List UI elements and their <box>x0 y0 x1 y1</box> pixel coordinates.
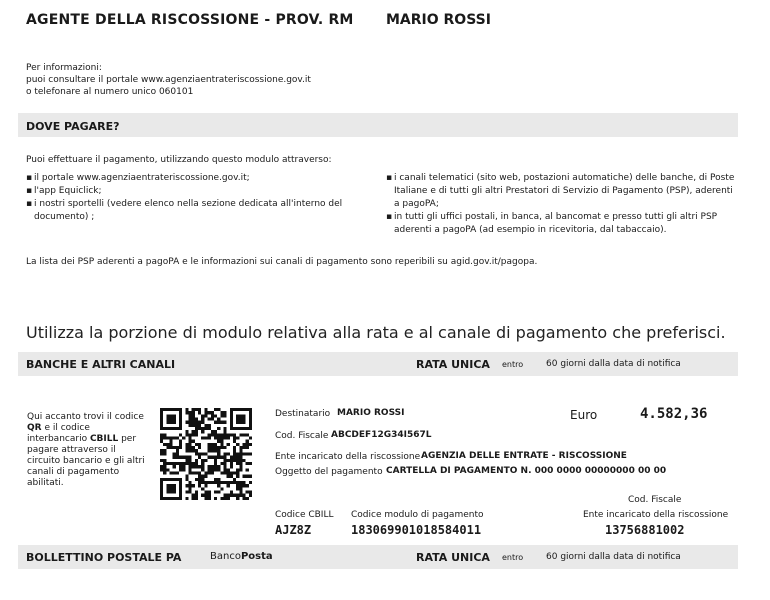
dove-pagare-bar <box>18 113 738 137</box>
oggetto-value: CARTELLA DI PAGAMENTO N. 000 0000 00000000 00 00 <box>386 466 667 476</box>
amount-value: 4.582,36 <box>640 406 708 422</box>
instruction-heading: Utilizza la porzione di modulo relativa alla rata e al canale di pagamento che preferisci. <box>26 323 726 342</box>
cf-ente-label: Cod. Fiscale <box>628 495 682 505</box>
posta-title: BOLLETTINO POSTALE PA <box>26 551 182 564</box>
posta-bar <box>18 545 738 569</box>
list-item: ▪ i nostri sportelli (vedere elenco nella sezione dedicata all'interno del documento) ; <box>26 199 343 222</box>
entro-label: entro <box>502 360 524 369</box>
info-line: puoi consultare il portale www.agenziaentrateriscossione.gov.it <box>26 75 311 85</box>
due-date-text: 60 giorni dalla data di notifica <box>546 359 681 369</box>
euro-label: Euro <box>570 408 598 422</box>
due-date-text: 60 giorni dalla data di notifica <box>546 552 681 562</box>
banche-bar <box>18 352 738 376</box>
rata-unica-label: RATA UNICA <box>416 551 490 564</box>
dove-pagare-title: DOVE PAGARE? <box>26 120 120 133</box>
payment-methods-left <box>26 172 356 224</box>
payment-intro: Puoi effettuare il pagamento, utilizzando questo modulo attraverso: <box>26 155 332 165</box>
info-block <box>26 62 311 98</box>
qr-code <box>160 408 252 500</box>
banche-title: BANCHE E ALTRI CANALI <box>26 358 176 371</box>
codice-fiscale-value: ABCDEF12G34I567L <box>331 430 432 440</box>
info-line: Per informazioni: <box>26 63 102 73</box>
entro-label: entro <box>502 553 524 562</box>
oggetto-label: Oggetto del pagamento <box>275 467 383 477</box>
ente-label: Ente incaricato della riscossione <box>275 452 421 462</box>
list-item: ▪ il portale www.agenziaentrateriscossione.gov.it; <box>26 173 250 183</box>
list-item: ▪ i canali telematici (sito web, postazioni automatiche) delle banche, di Poste Italiane e di tutti gli altri Prestatori di Servizio di Pagamento (PSP), aderenti a pagoPA; <box>386 173 735 209</box>
codice-fiscale-label: Cod. Fiscale <box>275 431 329 441</box>
bancoposta-logo: BancoPosta <box>210 551 273 562</box>
psp-note: La lista dei PSP aderenti a pagoPA e le informazioni sui canali di pagamento sono reperibili su agid.gov.it/pagopa. <box>26 257 538 267</box>
rata-unica-label: RATA UNICA <box>416 358 490 371</box>
agent-title: AGENTE DELLA RISCOSSIONE - PROV. RM <box>26 12 354 28</box>
modulo-value: 183069901018584011 <box>351 523 482 537</box>
taxpayer-name: MARIO ROSSI <box>386 12 491 28</box>
cbill-value: AJZ8Z <box>275 523 312 537</box>
cf-ente-label-2: Ente incaricato della riscossione <box>583 510 729 520</box>
destinatario-value: MARIO ROSSI <box>337 408 405 418</box>
payment-methods-right <box>386 172 736 237</box>
destinatario-label: Destinatario <box>275 409 331 419</box>
list-item: ▪ l'app Equiclick; <box>26 186 102 196</box>
qr-explanation: Qui accanto trovi il codice QR e il codice interbancario CBILL per pagare attraverso il circuito bancario e gli altri canali di pagamento abilitati. <box>27 412 145 488</box>
ente-value: AGENZIA DELLE ENTRATE - RISCOSSIONE <box>421 451 627 461</box>
cbill-label: Codice CBILL <box>275 510 334 520</box>
modulo-label: Codice modulo di pagamento <box>351 510 484 520</box>
info-line: o telefonare al numero unico 060101 <box>26 87 194 97</box>
cf-ente-value: 13756881002 <box>605 523 685 537</box>
list-item: ▪ in tutti gli uffici postali, in banca, al bancomat e presso tutti gli altri PSP aderenti a pagoPA (ad esempio in ricevitoria, dal tabaccaio). <box>386 212 718 235</box>
